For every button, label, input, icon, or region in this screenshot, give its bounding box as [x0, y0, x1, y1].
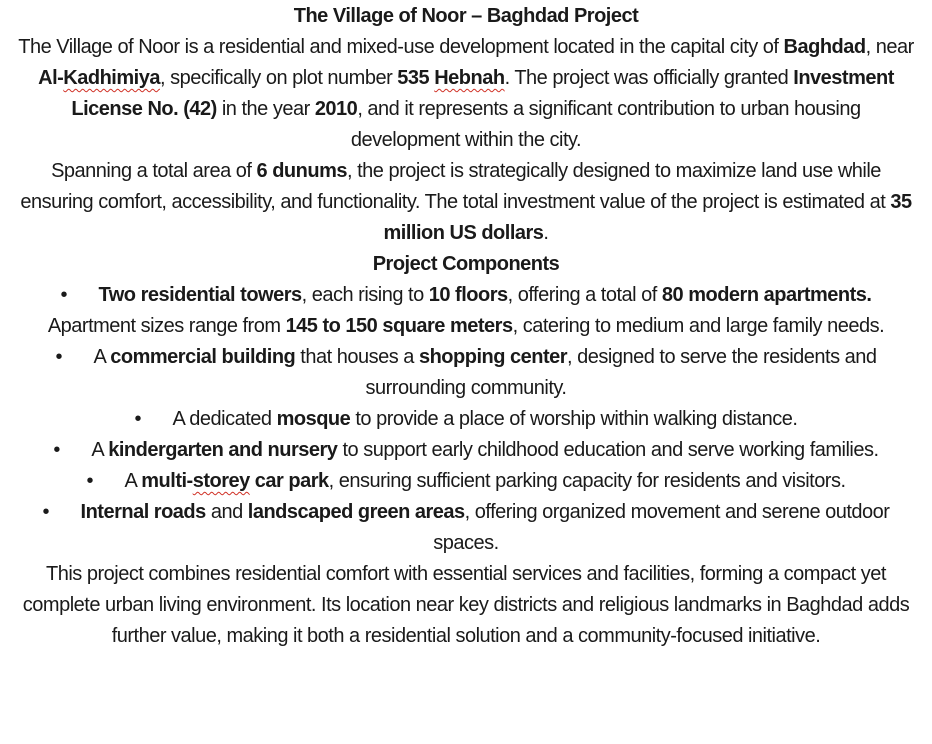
text-segment: to support early childhood education and serve working families.	[337, 439, 879, 461]
text-segment: , and it represents a significant contribution to urban housing development within the city.	[350, 98, 861, 151]
text-segment: Baghdad	[783, 36, 866, 58]
text-segment: Two residential towers	[98, 284, 302, 306]
text-segment: A dedicated	[172, 408, 277, 430]
bullet-roads-green-areas	[16, 497, 916, 559]
text-segment: in the year	[216, 98, 315, 120]
intro-paragraph	[16, 32, 916, 156]
text-segment: landscaped green areas	[247, 501, 465, 523]
bullet-icon: •	[134, 408, 142, 430]
text-segment: . The project was officially granted	[504, 67, 794, 89]
text-segment: This project combines residential comfort with essential services and facilities, forming a compact yet complete urban living environment. Its location near key districts and religious landmarks in Baghdad adds further value, making it both a residential solution and a community-focused initiative.	[22, 563, 910, 647]
text-segment: , ensuring sufficient parking capacity for residents and visitors.	[328, 470, 846, 492]
closing-paragraph	[16, 559, 916, 652]
text-segment: .	[543, 222, 549, 244]
text-segment: 10 floors	[428, 284, 508, 306]
bullet-icon: •	[42, 501, 50, 523]
text-segment: , catering to medium and large family needs.	[512, 315, 885, 337]
text-segment: Project Components	[372, 253, 560, 275]
text-segment: A	[93, 346, 111, 368]
bullet-icon: •	[53, 439, 60, 461]
bullet-icon: •	[86, 470, 93, 492]
text-segment: 535	[397, 67, 435, 89]
text-segment: shopping center	[418, 346, 568, 368]
text-segment: , offering a total of	[507, 284, 662, 306]
text-segment: , each rising to	[301, 284, 429, 306]
text-segment: Internal roads	[80, 501, 206, 523]
text-segment: Al-	[38, 67, 64, 89]
text-segment: A	[91, 439, 109, 461]
bullet-icon: •	[55, 346, 62, 368]
text-segment: , specifically on plot number	[159, 67, 398, 89]
text-segment: Investment License No. (42)	[71, 67, 894, 120]
bullet-residential-towers	[16, 280, 916, 342]
misspelled-word[interactable]: Hebnah	[434, 67, 505, 89]
components-heading	[16, 249, 916, 280]
text-segment: commercial building	[110, 346, 296, 368]
text-segment: Spanning a total area of	[51, 160, 257, 182]
bullet-icon: •	[60, 284, 68, 306]
text-segment: , near	[865, 36, 914, 58]
text-segment: 145 to 150 square meters	[285, 315, 513, 337]
text-segment: 80 modern apartments.	[661, 284, 872, 306]
text-segment: kindergarten and nursery	[108, 439, 338, 461]
text-segment: 35 million US dollars	[383, 191, 912, 244]
text-segment: The Village of Noor – Baghdad Project	[293, 5, 639, 27]
bullet-car-park	[16, 466, 916, 497]
text-segment: , offering organized movement and serene outdoor spaces.	[433, 501, 890, 554]
bullet-mosque	[16, 404, 916, 435]
overview-paragraph	[16, 156, 916, 249]
text-segment: car park	[249, 470, 329, 492]
document-title	[16, 1, 916, 32]
text-segment: 6 dunums	[256, 160, 347, 182]
text-segment: to provide a place of worship within walking distance.	[350, 408, 798, 430]
text-segment: mosque	[276, 408, 351, 430]
bullet-commercial-building	[16, 342, 916, 404]
misspelled-word[interactable]: storey	[192, 470, 250, 492]
misspelled-word[interactable]: Kadhimiya	[63, 67, 160, 89]
text-segment: , the project is strategically designed to maximize land use while ensuring comfort, accessibility, and functionality. The total investment value of the project is estimated at	[20, 160, 891, 213]
text-segment: , designed to serve the residents and surrounding community.	[365, 346, 877, 399]
text-segment: multi-	[141, 470, 193, 492]
text-segment: Apartment sizes range from	[47, 315, 286, 337]
text-segment: that houses a	[295, 346, 419, 368]
bullet-kindergarten	[16, 435, 916, 466]
text-segment: and	[205, 501, 248, 523]
text-segment: 2010	[314, 98, 358, 120]
text-segment: The Village of Noor is a residential and mixed-use development located in the capital city of	[18, 36, 784, 58]
text-segment: A	[124, 470, 142, 492]
